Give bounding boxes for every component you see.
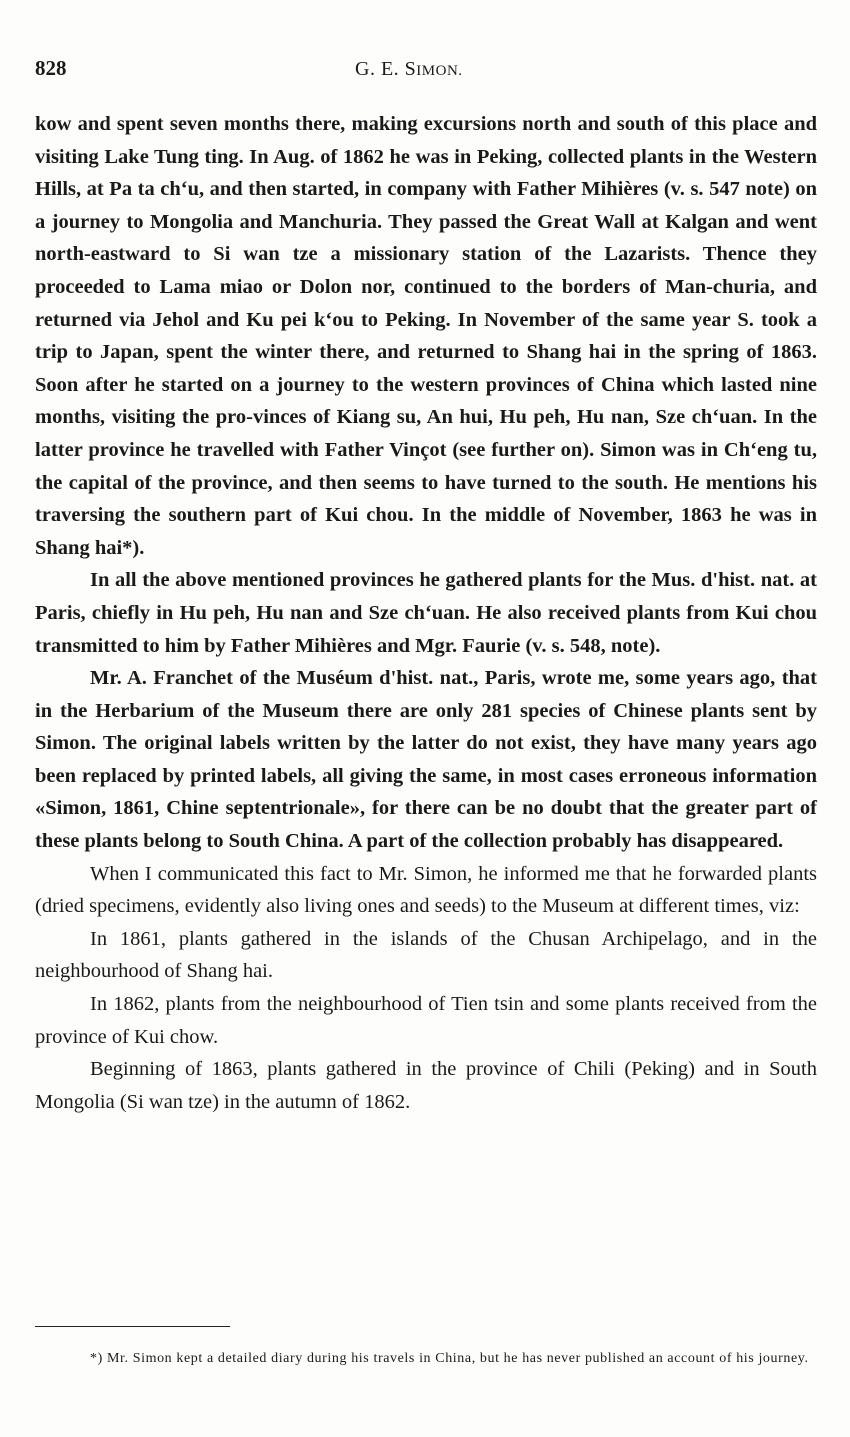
footnote: *) Mr. Simon kept a detailed diary during his travels in China, but he has never published an account of his journey. bbox=[90, 1351, 809, 1366]
running-head bbox=[355, 58, 463, 81]
footnote-divider bbox=[35, 1326, 230, 1327]
paragraph-continued: kow and spent seven months there, making excursions north and south of this place and visiting Lake Tung ting. In Aug. of 1862 he was in Peking, collected plants in the Western Hills, at Pa ta chʻu, and then started, in company with Father Mihières (v. s. 547 note) on a journey to Mongolia and Manchuria. They passed the Great Wall at Kalgan and went north-eastward to Si wan tze a missionary station of the Lazarists. Thence they proceeded to Lama miao or Dolon nor, continued to the borders of Man-churia, and returned via Jehol and Ku pei kʻou to Peking. In November of the same year S. took a trip to Japan, spent the winter there, and returned to Shang hai in the spring of 1863. Soon after he started on a journey to the western provinces of China which lasted nine months, visiting the pro-vinces of Kiang su, An hui, Hu peh, Hu nan, Sze chʻuan. In the latter province he travelled with Father Vinçot (see further on). Simon was in Chʻeng tu, the capital of the province, and then seems to have turned to the south. He mentions his traversing the southern part of Kui chou. In the middle of November, 1863 he was in Shang hai*). bbox=[35, 113, 817, 559]
book-page bbox=[35, 0, 817, 1437]
paragraph-1863: Beginning of 1863, plants gathered in the province of Chili (Peking) and in South Mongolia (Si wan tze) in the autumn of 1862. bbox=[35, 1058, 817, 1113]
running-head-initials: G. E. S bbox=[355, 58, 417, 80]
paragraph-1862: In 1862, plants from the neighbourhood of Tien tsin and some plants received from the province of Kui chow. bbox=[35, 993, 817, 1048]
body-text bbox=[35, 108, 817, 1118]
running-head-surname: IMON. bbox=[416, 63, 463, 79]
page-number: 828 bbox=[35, 56, 67, 80]
paragraph-franchet: Mr. A. Franchet of the Muséum d'hist. nat., Paris, wrote me, some years ago, that in the Herbarium of the Museum there are only 281 species of Chinese plants sent by Simon. The original labels written by the latter do not exist, they have many years ago been replaced by printed labels, all giving the same, in most cases erroneous information «Simon, 1861, Chine septentrionale», for there can be no doubt that the greater part of these plants belong to South China. A part of the collection probably has disappeared. bbox=[35, 667, 817, 853]
page-header bbox=[35, 56, 817, 86]
paragraph-communication: When I communicated this fact to Mr. Simon, he informed me that he forwarded plants (dried specimens, evidently also living ones and seeds) to the Museum at different times, viz: bbox=[35, 862, 817, 918]
paragraph-provinces: In all the above mentioned provinces he gathered plants for the Mus. d'hist. nat. at Paris, chiefly in Hu peh, Hu nan and Sze chʻuan. He also received plants from Kui chou transmitted to him by Father Mihières and Mgr. Faurie (v. s. 548, note). bbox=[35, 569, 817, 657]
paragraph-1861: In 1861, plants gathered in the islands of the Chusan Archipelago, and in the neighbourhood of Shang hai. bbox=[35, 927, 817, 983]
